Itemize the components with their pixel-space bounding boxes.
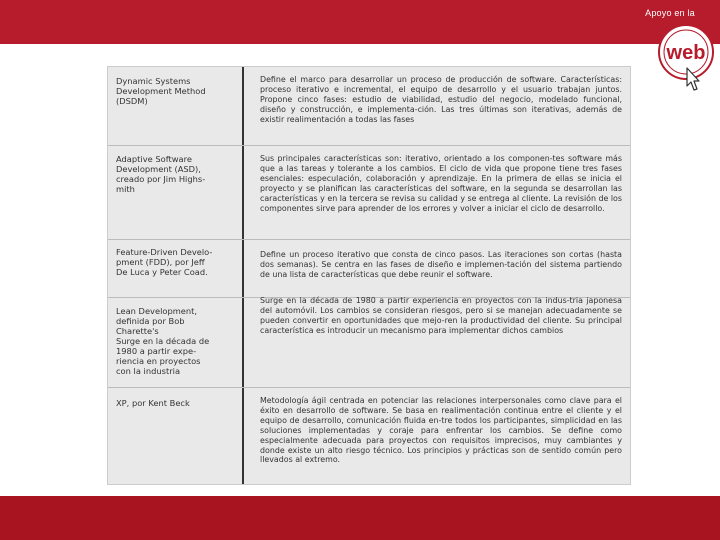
- method-description: Sus principales características son: iterativo, orientado a los componen-tes software más que a las tareas y tolerante a los cambios. El ciclo de vida que propone tiene tres fases esenciales: especulación, colaboración y aprendizaje. En la primera de ellas se inicia el proyecto y se planifican las características del software, en la segunda se desarrollan las características y en la tercera se revisa su calidad y se entrega al cliente. La revisión de los componentes sirve para aprender de los errores y volver a iniciar el ciclo de desarrollo.: [260, 154, 622, 213]
- method-description: Define el marco para desarrollar un proceso de producción de software. Características: proceso iterativo e incremental, el equipo de desarrollo y el usuario trabajan juntos. Propone cinco fases: estudio de viabilidad, estudio del negocio, modelado funcional, diseño y construcción, e implementa-ción. Las tres últimas son iterativas, además de existir realimentación a todas las fases: [260, 75, 622, 124]
- row-divider: [108, 239, 630, 240]
- method-description: Define un proceso iterativo que consta de cinco pasos. Las iteraciones son cortas (hasta dos semanas). Se centra en las fases de diseño e implemen-tación del sistema partiendo de una lista de características que debe reunir el software.: [260, 250, 622, 279]
- methodologies-table: [107, 66, 631, 485]
- logo-text: web: [666, 42, 706, 64]
- method-name: XP, por Kent Beck: [116, 398, 190, 408]
- brand-text: Apoyo en la: [645, 8, 695, 18]
- method-name: Feature-Driven Develo- pment (FDD), por Jeff De Luca y Peter Coad.: [116, 247, 213, 277]
- method-description: Surge en la década de 1980 a partir experiencia en proyectos con la indus-tria japonesa del automóvil. Los cambios se consideran riesgos, pero si se manejan adecuadamente se pueden convertir en oportunidades que mejo-ren la productividad del cliente. Su principal característica es introducir un mecanismo para implementar dichos cambios: [260, 296, 622, 335]
- web-logo-icon[interactable]: [657, 24, 715, 100]
- header-bar: [0, 0, 720, 44]
- footer-bar: [0, 496, 720, 540]
- column-divider: [242, 67, 244, 484]
- row-divider: [108, 145, 630, 146]
- method-name: Adaptive Software Development (ASD), creado por Jim Highs- mith: [116, 154, 206, 194]
- method-name: Lean Development, definida por Bob Charette's Surge en la década de 1980 a partir expe- riencia en proyectos con la industria: [116, 306, 210, 376]
- method-name: Dynamic Systems Development Method (DSDM): [116, 76, 206, 106]
- method-description: Metodología ágil centrada en potenciar las relaciones interpersonales como clave para el éxito en desarrollo de software. Se basa en realimentación continua entre el cliente y el equipo de desarrollo, comunicación fluida en-tre todos los participantes, simplicidad en las soluciones implementadas y coraje para enfrentar los cambios. Se define como especialmente adecuada para proyectos con requisitos imprecisos, muy cambiantes y donde existe un alto riesgo técnico. Los principios y prácticas son de sentido común pero llevados al extremo.: [260, 396, 622, 465]
- brand-block: [630, 8, 710, 18]
- row-divider: [108, 387, 630, 388]
